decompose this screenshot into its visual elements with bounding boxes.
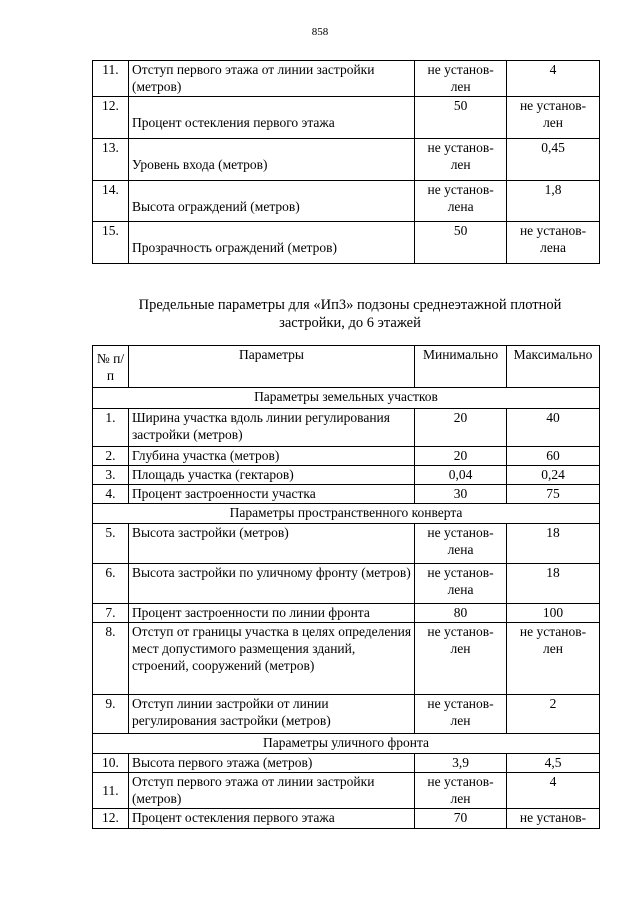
max-value: не установ-лена: [507, 222, 600, 264]
row-number: 15.: [93, 222, 129, 264]
row-number: 2.: [93, 447, 129, 466]
table-row: [93, 695, 600, 734]
row-number: 13.: [93, 139, 129, 181]
row-number: 7.: [93, 604, 129, 623]
min-value: не установ-лена: [415, 181, 507, 222]
table-row: [93, 181, 600, 222]
parameter-name: Процент застроенности участка: [128, 485, 414, 504]
min-value: не установ-лен: [415, 623, 507, 695]
header-number: № п/п: [93, 346, 129, 388]
table-row: [93, 754, 600, 773]
parameter-name: Отступ от границы участка в целях определения мест допустимого размещения зданий, строений, сооружений (метров): [128, 623, 414, 695]
max-value: не установ-: [507, 809, 600, 829]
parameter-name: Отступ первого этажа от линии застройки (метров): [128, 773, 414, 809]
caption-line-1: Предельные параметры для «Ип3» подзоны среднеэтажной плотной: [138, 297, 562, 313]
table-row: [93, 222, 600, 264]
table-row: [93, 61, 600, 97]
parameter-name: Процент застроенности по линии фронта: [128, 604, 414, 623]
row-number: 12.: [93, 809, 129, 829]
max-value: 60: [507, 447, 600, 466]
section-title: Параметры земельных участков: [93, 388, 600, 409]
parameter-name: Уровень входа (метров): [128, 139, 414, 181]
table-row: [93, 604, 600, 623]
row-number: 11.: [93, 61, 129, 97]
min-value: 3,9: [415, 754, 507, 773]
caption-line-2: застройки, до 6 этажей: [279, 315, 421, 331]
parameter-name: Площадь участка (гектаров): [128, 466, 414, 485]
header-parameters: Параметры: [128, 346, 414, 388]
row-number: 9.: [93, 695, 129, 734]
max-value: 18: [507, 564, 600, 604]
parameter-name: Процент остекления первого этажа: [128, 809, 414, 829]
table-row: [93, 466, 600, 485]
min-value: 50: [415, 97, 507, 139]
min-value: 20: [415, 409, 507, 447]
min-value: 80: [415, 604, 507, 623]
min-value: не установ-лен: [415, 139, 507, 181]
max-value: 18: [507, 524, 600, 564]
parameter-name: Высота застройки по уличному фронту (метров): [128, 564, 414, 604]
max-value: не установ-лен: [507, 623, 600, 695]
max-value: не установ-лен: [507, 97, 600, 139]
parameter-name: Прозрачность ограждений (метров): [128, 222, 414, 264]
section-row: [93, 734, 600, 754]
table-row: [93, 564, 600, 604]
max-value: 100: [507, 604, 600, 623]
row-number: 4.: [93, 485, 129, 504]
section-title: Параметры уличного фронта: [93, 734, 600, 754]
table-row: [93, 409, 600, 447]
min-value: 0,04: [415, 466, 507, 485]
parameter-name: Процент остекления первого этажа: [128, 97, 414, 139]
parameter-name: Высота застройки (метров): [128, 524, 414, 564]
table-caption: [0, 296, 640, 332]
row-number: 6.: [93, 564, 129, 604]
table-row: [93, 485, 600, 504]
continued-parameters-table: [92, 60, 600, 264]
table-row: [93, 139, 600, 181]
parameter-name: Отступ линии застройки от линии регулирования застройки (метров): [128, 695, 414, 734]
section-row: [93, 388, 600, 409]
min-value: 70: [415, 809, 507, 829]
min-value: не установ-лен: [415, 695, 507, 734]
min-value: 20: [415, 447, 507, 466]
max-value: 4,5: [507, 754, 600, 773]
min-value: не установ-лен: [415, 61, 507, 97]
row-number: 5.: [93, 524, 129, 564]
row-number: 1.: [93, 409, 129, 447]
parameter-name: Отступ первого этажа от линии застройки (метров): [128, 61, 414, 97]
table-row: [93, 623, 600, 695]
min-value: 50: [415, 222, 507, 264]
row-number: 8.: [93, 623, 129, 695]
max-value: 0,24: [507, 466, 600, 485]
row-number: 3.: [93, 466, 129, 485]
section-row: [93, 504, 600, 524]
row-number: 12.: [93, 97, 129, 139]
row-number: 11.: [93, 773, 129, 809]
table-row: [93, 447, 600, 466]
row-number: 14.: [93, 181, 129, 222]
max-value: 40: [507, 409, 600, 447]
max-value: 0,45: [507, 139, 600, 181]
parameter-name: Глубина участка (метров): [128, 447, 414, 466]
max-value: 4: [507, 773, 600, 809]
min-value: 30: [415, 485, 507, 504]
max-value: 4: [507, 61, 600, 97]
header-maximum: Максимально: [507, 346, 600, 388]
table-row: [93, 524, 600, 564]
min-value: не установ-лена: [415, 524, 507, 564]
max-value: 75: [507, 485, 600, 504]
parameters-table: [92, 345, 600, 829]
table-row: [93, 773, 600, 809]
min-value: не установ-лена: [415, 564, 507, 604]
parameter-name: Высота первого этажа (метров): [128, 754, 414, 773]
table-row: [93, 809, 600, 829]
row-number: 10.: [93, 754, 129, 773]
parameter-name: Высота ограждений (метров): [128, 181, 414, 222]
parameter-name: Ширина участка вдоль линии регулирования застройки (метров): [128, 409, 414, 447]
min-value: не установ-лен: [415, 773, 507, 809]
max-value: 2: [507, 695, 600, 734]
header-minimum: Минимально: [415, 346, 507, 388]
table-header-row: [93, 346, 600, 388]
table-row: [93, 97, 600, 139]
section-title: Параметры пространственного конверта: [93, 504, 600, 524]
page-number: 858: [311, 26, 329, 38]
max-value: 1,8: [507, 181, 600, 222]
